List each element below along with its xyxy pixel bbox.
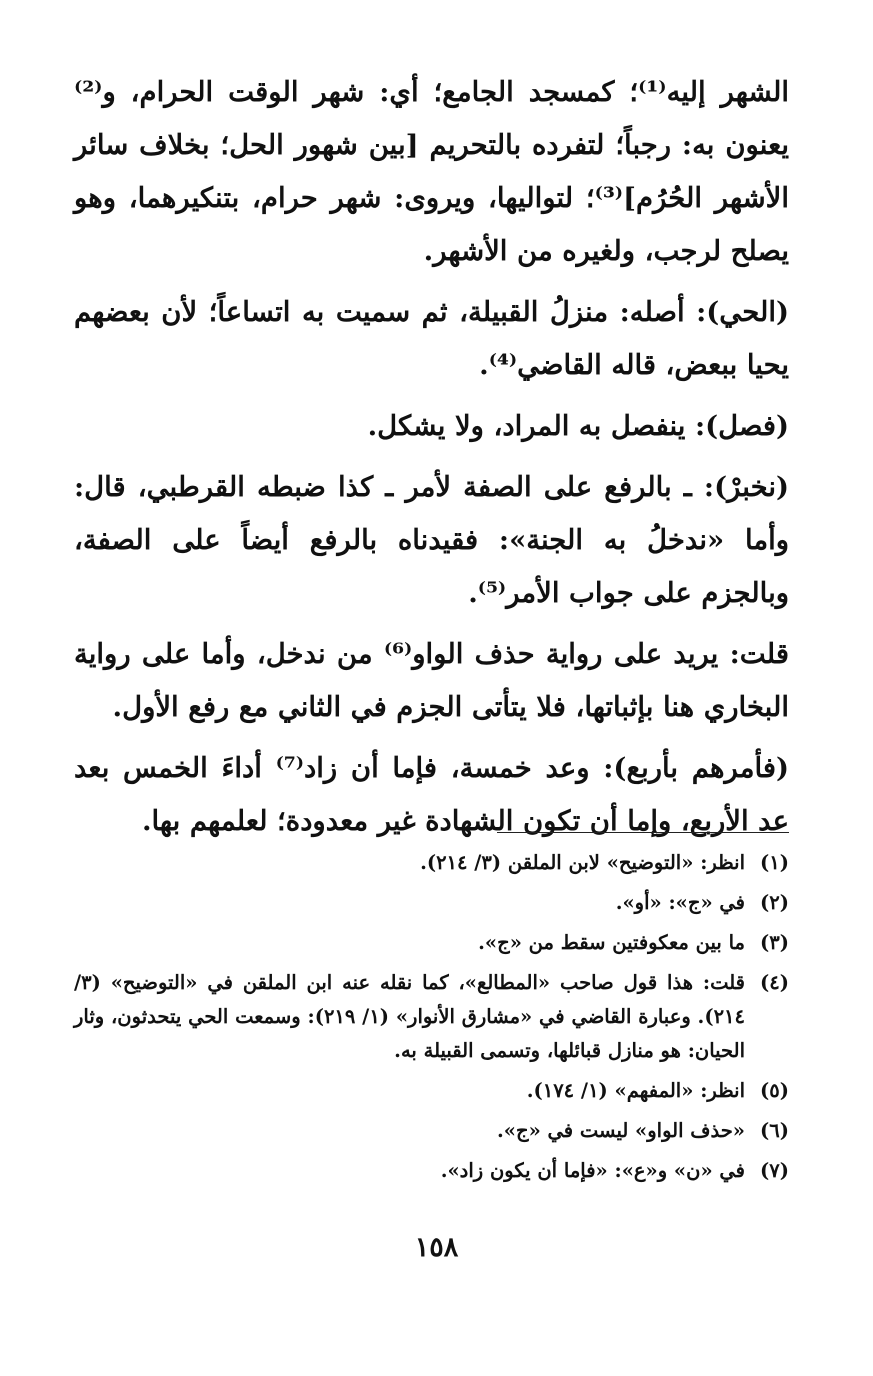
footnote-2 [74,886,789,920]
footnote-text: قلت: هذا قول صاحب «المطالع»، كما نقله عنه ابن الملقن في «التوضيح» (٣/ ٢١٤). وعبارة القاضي في «مشارق الأنوار» (١/ ٢١٩): وسمعت الحي يتحدثون، وثار الحيان: هو منازل قبائلها، وتسمى القبيلة به. [74,971,745,1062]
footnote-6 [74,1114,789,1148]
main-text [74,66,789,856]
footnote-text: ما بين معكوفتين سقط من «ج». [478,931,745,954]
footnote-text: «حذف الواو» ليست في «ج». [497,1119,745,1142]
footnote-separator [497,832,789,833]
footnote-7 [74,1154,789,1188]
footnote-number: (١) [760,851,789,874]
footnote-3 [74,926,789,960]
footnote-number: (٤) [760,971,789,994]
footnote-4 [74,966,789,1068]
paragraph-4: (نخبرْ): ـ بالرفع على الصفة لأمر ـ كذا ضبطه القرطبي، قال: وأما «ندخلُ به الجنة»: فقيدناه بالرفع أيضاً على الصفة، وبالجزم على جواب الأمر⁽⁵⁾. [74,471,789,609]
paragraph-6: (فأمرهم بأربع): وعد خمسة، فإما أن زاد⁽⁷⁾ أداءَ الخمس بعد عد الأربع، وإما أن تكون الشهادة غير معدودة؛ لعلمهم بها. [74,752,789,837]
footnote-5 [74,1074,789,1108]
footnotes [74,846,789,1194]
footnote-number: (٣) [760,931,789,954]
page-number: ١٥٨ [414,1232,459,1263]
paragraph-5: قلت: يريد على رواية حذف الواو⁽⁶⁾ من ندخل، وأما على رواية البخاري هنا بإثباتها، فلا يتأتى الجزم في الثاني مع رفع الأول. [74,638,789,723]
footnote-text: انظر: «المفهم» (١/ ١٧٤). [526,1079,745,1102]
paragraph-1: الشهر إليه⁽¹⁾؛ كمسجد الجامع؛ أي: شهر الوقت الحرام، و⁽²⁾يعنون به: رجباً؛ لتفرده بالتحريم [بين شهور الحل؛ بخلاف سائر الأشهر الحُرُم]⁽³⁾؛ لتواليها، ويروى: شهر حرام، بتنكيرهما، وهو يصلح لرجب، ولغيره من الأشهر. [74,76,789,267]
footnote-text: في «ج»: «أو». [615,891,745,914]
footnote-number: (٥) [760,1079,789,1102]
footnote-number: (٦) [760,1119,789,1142]
footnote-text: انظر: «التوضيح» لابن الملقن (٣/ ٢١٤). [420,851,745,874]
footnote-1 [74,846,789,880]
paragraph-2: (الحي): أصله: منزلُ القبيلة، ثم سميت به اتساعاً؛ لأن بعضهم يحيا ببعض، قاله القاضي⁽⁴⁾. [74,296,789,381]
footnote-number: (٧) [760,1159,789,1182]
paragraph-3: (فصل): ينفصل به المراد، ولا يشكل. [367,410,789,442]
footnote-number: (٢) [760,891,789,914]
footnote-text: في «ن» و«ع»: «فإما أن يكون زاد». [440,1159,745,1182]
